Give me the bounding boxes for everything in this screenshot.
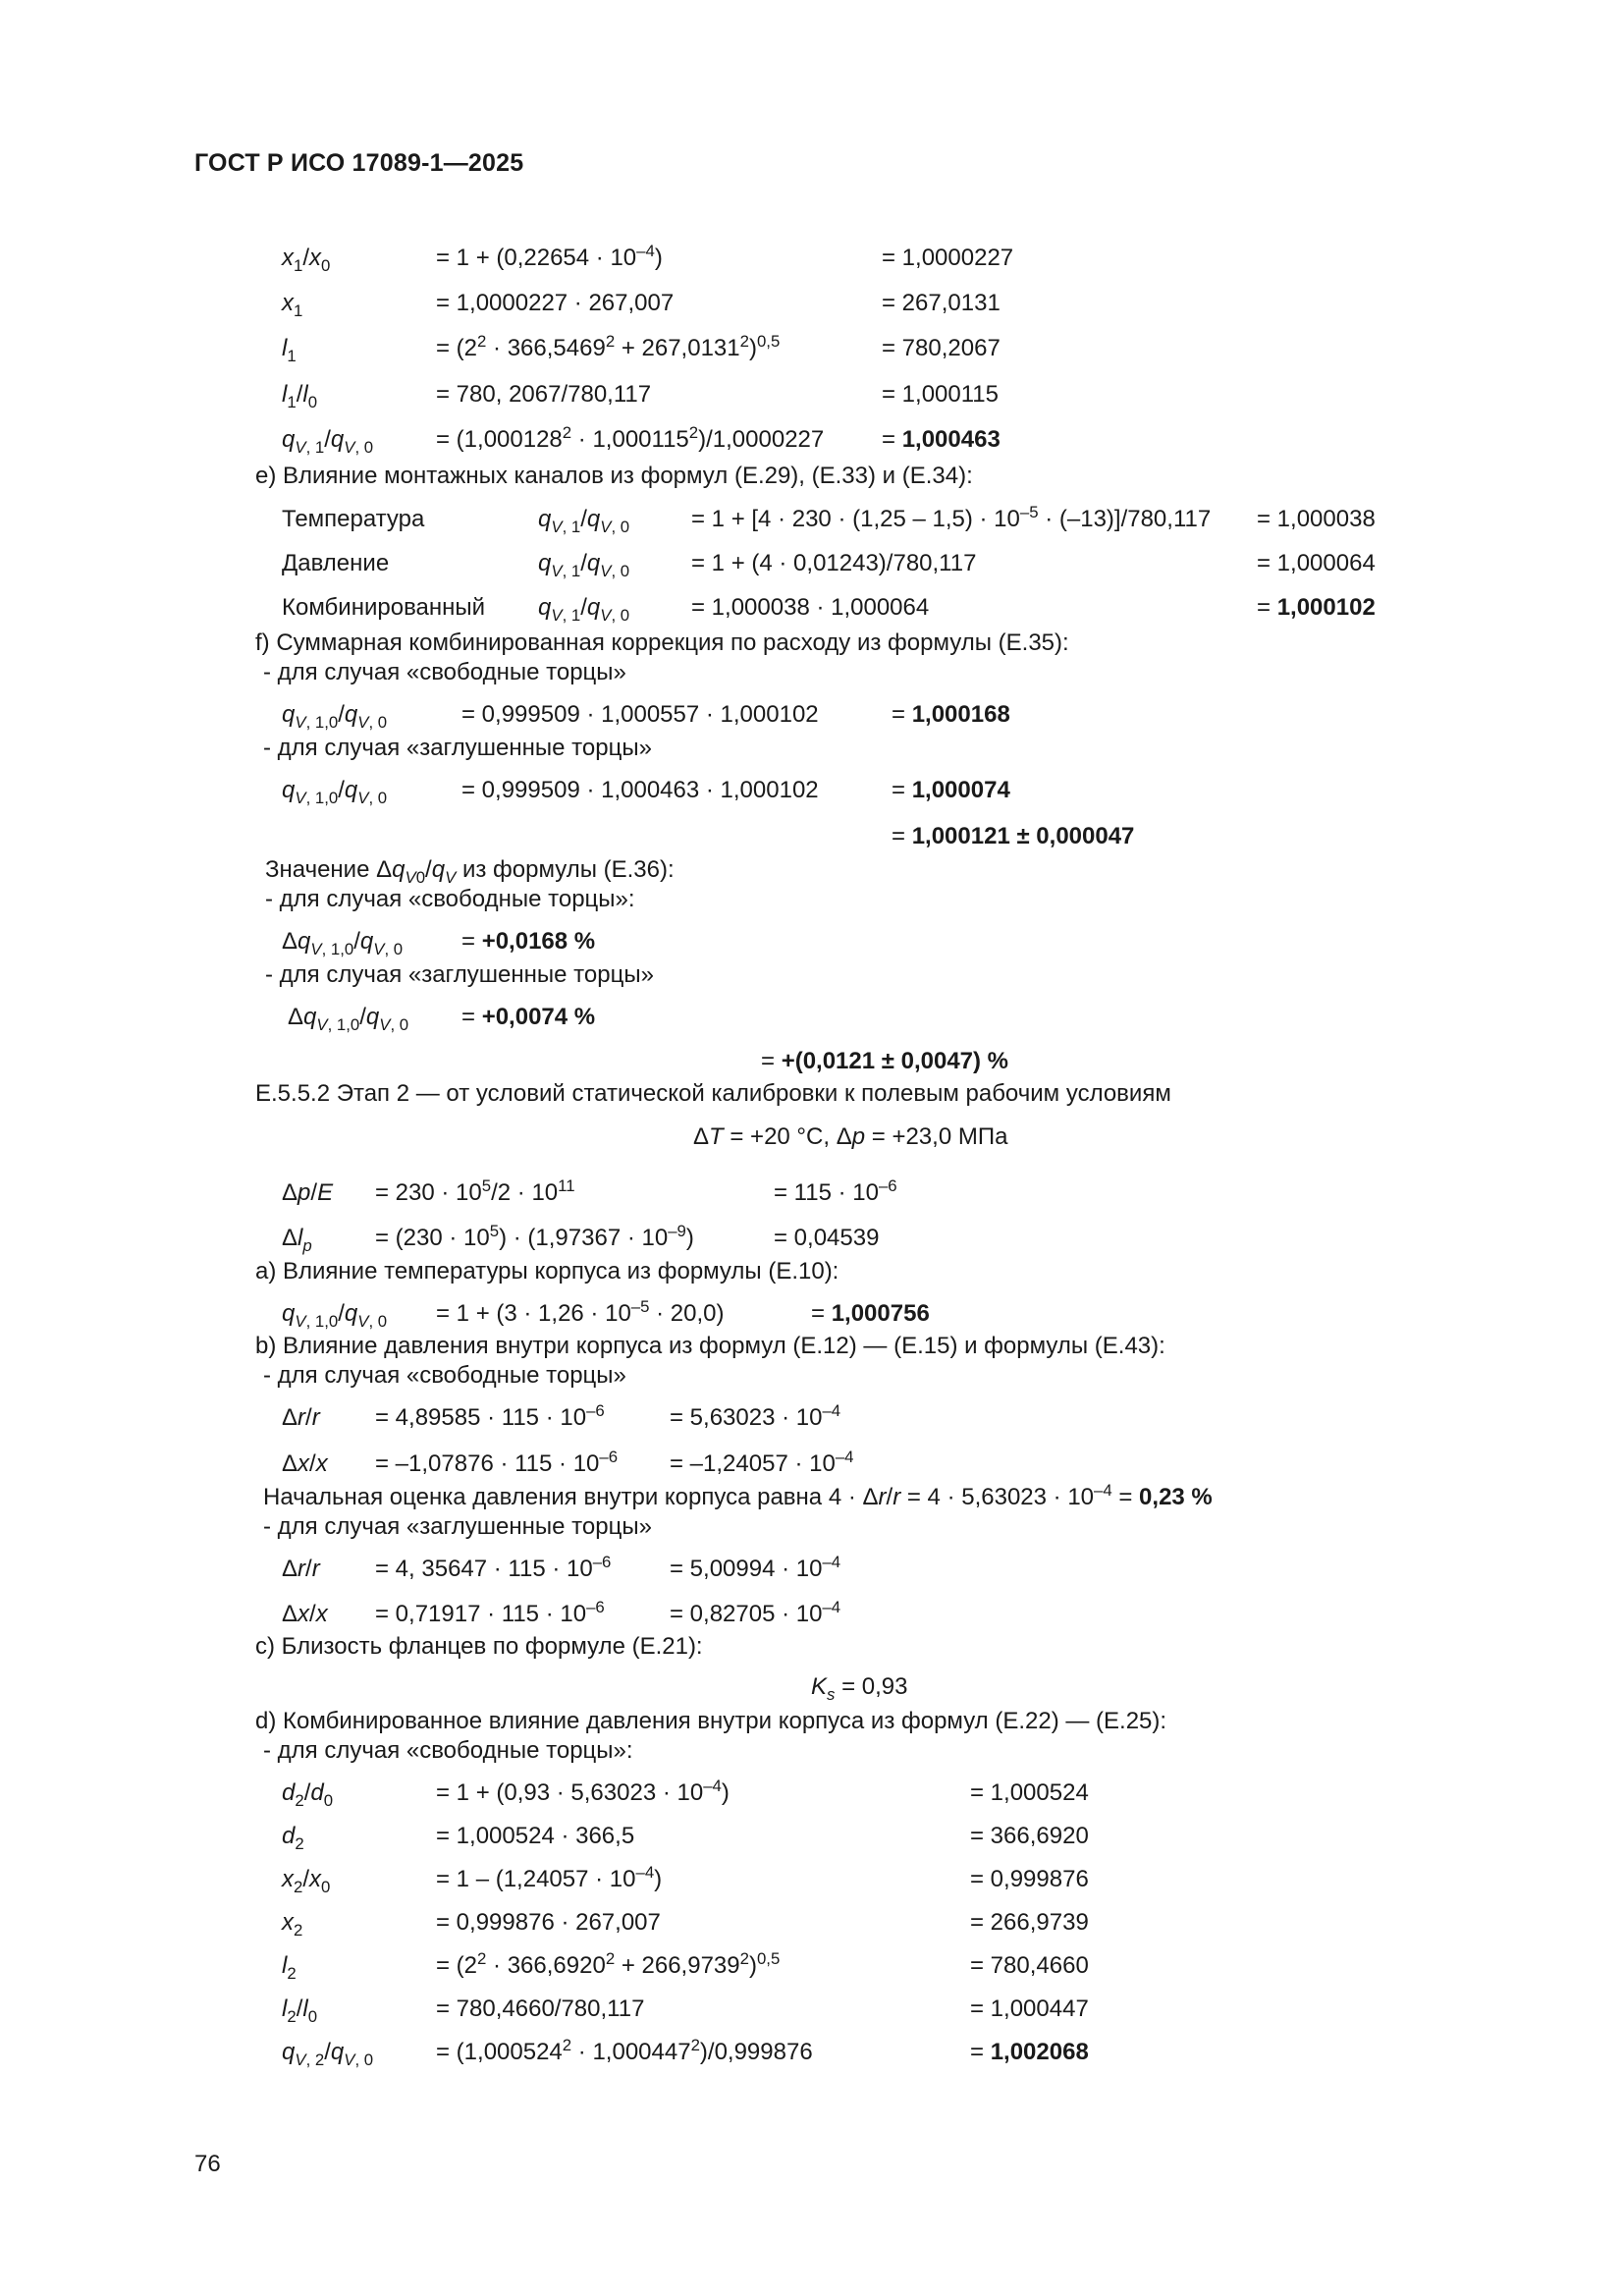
formula-result: = 266,9739: [970, 1909, 1089, 1936]
formula-expression: = $1 + [4 \cdot 230 \cdot (1,25 - 1,5) \cdot 10^{-5} \cdot (-13)]/780,117$: [691, 503, 1212, 532]
formula-label: $q_{V, 1}/q_{V, 0}$: [538, 506, 630, 536]
formula-expression: = $(1,000524^2 \cdot 1,000447^2)/0,999876$: [436, 2036, 813, 2065]
stage2-heading: Е.5.5.2 Этап 2 — от условий статической калибровки к полевым рабочим условиям: [255, 1080, 1171, 1107]
formula-expression: = $(1,000128^2 \cdot 1,000115^2)/1,0000227$: [436, 423, 825, 453]
formula-result: = 0,999876: [970, 1866, 1089, 1892]
combined-result: = 1,000121 ± 0,000047: [892, 823, 1135, 849]
formula-label: $q_{V, 1}/q_{V, 0}$: [538, 594, 630, 625]
formula-label: $l_1$: [282, 335, 297, 365]
section-e-heading: e) Влияние монтажных каналов из формул (Е.29), (Е.33) и (Е.34):: [255, 463, 973, 489]
formula-result: = 1,000102: [1257, 594, 1376, 621]
formula-label: $\Delta l_p$: [282, 1225, 312, 1255]
case-free-ends: - для случая «свободные торцы»:: [263, 1737, 633, 1764]
formula-expression: = 1 + (4 · 0,01243)/780,117: [691, 550, 977, 576]
formula-result: = 1,000168: [892, 701, 1010, 728]
formula-expression: = 0,999509 · 1,000463 · 1,000102: [461, 777, 819, 803]
formula-result: = 1,000074: [892, 777, 1010, 803]
formula-expression: = $1 + (0,93 \cdot 5,63023 \cdot 10^{-4})$: [436, 1777, 730, 1806]
formula-expression: = 780,4660/780,117: [436, 1995, 645, 2022]
case-free-ends: - для случая «свободные торцы»:: [265, 886, 635, 912]
formula-expression: = $-1,07876 \cdot 115 \cdot 10^{-6}$: [375, 1448, 619, 1477]
formula-expression: = $4,89585 \cdot 115 \cdot 10^{-6}$: [375, 1401, 605, 1431]
standard-header: ГОСТ Р ИСО 17089-1—2025: [194, 149, 524, 177]
dq-heading: Значение $\Delta q_{V0}/q_V$ из формулы (Е.36):: [265, 856, 675, 887]
formula-expression: = $(230 \cdot 10^5) \cdot (1,97367 \cdot 10^{-9})$: [375, 1222, 694, 1251]
formula-result: = +0,0168 %: [461, 928, 596, 955]
formula-result: = 1,000756: [811, 1300, 930, 1327]
flange-coefficient: $K_s = 0,93$: [811, 1673, 908, 1704]
formula-expression: = 4, $35647 \cdot 115 \cdot 10^{-6}$: [375, 1553, 612, 1582]
formula-label: Δp/E: [282, 1179, 334, 1206]
formula-expression: = 0,999509 · 1,000557 · 1,000102: [461, 701, 819, 728]
effect-name: Давление: [282, 550, 390, 576]
formula-expression: = 1,000524 · 366,5: [436, 1823, 635, 1849]
formula-label: $x_2/x_0$: [282, 1866, 331, 1896]
formula-result: = 1,000447: [970, 1995, 1089, 2022]
formula-result: = $5,63023 \cdot 10^{-4}$: [670, 1401, 841, 1431]
formula-label: $q_{V, 1,0}/q_{V, 0}$: [282, 1300, 388, 1331]
formula-result: = 366,6920: [970, 1823, 1089, 1849]
formula-label: Δr/r: [282, 1556, 320, 1582]
formula-label: $x_1$: [282, 290, 303, 320]
initial-estimate: Начальная оценка давления внутри корпуса равна $4 \cdot \Delta r/r = 4 \cdot 5,63023 \cdot 10^{-4} = 0,23$ %: [263, 1481, 1213, 1510]
formula-result: = 780,2067: [882, 335, 1001, 361]
case-plugged-ends: - для случая «заглушенные торцы»: [265, 961, 654, 988]
formula-expression: = $1 + (0,22654 \cdot 10^{-4})$: [436, 242, 663, 271]
effect-name: Температура: [282, 506, 425, 532]
formula-expression: = $(2^2 \cdot 366,6920^2 + 266,9739^2)^{0,5}$: [436, 1949, 781, 1979]
section-f-heading: f) Суммарная комбинированная коррекция по расходу из формулы (Е.35):: [255, 629, 1069, 656]
formula-result: = $0,82705 \cdot 10^{-4}$: [670, 1598, 841, 1627]
formula-label: $l_2/l_0$: [282, 1995, 318, 2026]
formula-label: $d_2$: [282, 1823, 304, 1853]
formula-label: $x_2$: [282, 1909, 303, 1940]
formula-label: $\Delta q_{V, 1,0}/q_{V, 0}$: [282, 928, 404, 958]
case-plugged-ends: - для случая «заглушенные торцы»: [263, 1513, 652, 1540]
formula-label: $q_{V, 1}/q_{V, 0}$: [538, 550, 630, 580]
case-plugged-ends: - для случая «заглушенные торцы»: [263, 735, 652, 761]
formula-expression: = $0,71917 \cdot 115 \cdot 10^{-6}$: [375, 1598, 605, 1627]
case-free-ends: - для случая «свободные торцы»: [263, 659, 626, 685]
formula-result: = 1,000064: [1257, 550, 1376, 576]
formula-result: = $5,00994 \cdot 10^{-4}$: [670, 1553, 841, 1582]
stage2-conditions: ΔT = +20 °С, Δp = +23,0 МПа: [693, 1123, 1008, 1150]
case-free-ends: - для случая «свободные торцы»: [263, 1362, 626, 1389]
combined-result: = +(0,0121 ± 0,0047) %: [761, 1048, 1009, 1074]
formula-expression: = 780, 2067/780,117: [436, 381, 652, 408]
formula-result: = 0,04539: [774, 1225, 880, 1251]
formula-result: = 267,0131: [882, 290, 1001, 316]
section-c-heading: с) Близость фланцев по формуле (Е.21):: [255, 1633, 703, 1660]
section-d-heading: d) Комбинированное влияние давления внутри корпуса из формул (Е.22) — (Е.25):: [255, 1708, 1167, 1734]
formula-result: = 1,000115: [882, 381, 1000, 408]
formula-result: = $115 \cdot 10^{-6}$: [774, 1176, 897, 1206]
section-a-heading: а) Влияние температуры корпуса из формулы (Е.10):: [255, 1258, 839, 1285]
formula-result: = 1,002068: [970, 2039, 1089, 2065]
effect-name: Комбинированный: [282, 594, 486, 621]
formula-label: $d_2/d_0$: [282, 1779, 334, 1810]
formula-label: Δx/x: [282, 1601, 328, 1627]
formula-result: = 1,000038: [1257, 506, 1376, 532]
formula-label: $q_{V, 1,0}/q_{V, 0}$: [282, 777, 388, 807]
formula-label: Δx/x: [282, 1450, 328, 1477]
formula-label: $x_1/x_0$: [282, 245, 331, 275]
formula-label: $l_2$: [282, 1952, 297, 1983]
formula-label: Δr/r: [282, 1404, 320, 1431]
formula-label: $q_{V, 2}/q_{V, 0}$: [282, 2039, 374, 2069]
formula-result: = 1,0000227: [882, 245, 1014, 271]
page-number: 76: [194, 2151, 221, 2177]
formula-expression: = $1 + (3 \cdot 1,26 \cdot 10^{-5} \cdot 20,0)$: [436, 1297, 725, 1327]
formula-expression: = 1,000038 · 1,000064: [691, 594, 930, 621]
formula-result: = 1,000524: [970, 1779, 1089, 1806]
formula-label: $q_{V, 1,0}/q_{V, 0}$: [282, 701, 388, 732]
formula-result: = $-1,24057 \cdot 10^{-4}$: [670, 1448, 854, 1477]
formula-label: $\Delta q_{V, 1,0}/q_{V, 0}$: [288, 1004, 409, 1034]
formula-expression: = $230 \cdot 10^5/2 \cdot 10^{11}$: [375, 1176, 575, 1206]
section-b-heading: b) Влияние давления внутри корпуса из формул (Е.12) — (Е.15) и формулы (Е.43):: [255, 1333, 1165, 1359]
formula-expression: = $(2^2 \cdot 366,5469^2 + 267,0131^2)^{0,5}$: [436, 332, 781, 361]
formula-expression: = 1,0000227 · 267,007: [436, 290, 675, 316]
formula-result: = 780,4660: [970, 1952, 1089, 1979]
formula-result: = 1,000463: [882, 426, 1001, 453]
formula-label: $q_{V, 1}/q_{V, 0}$: [282, 426, 374, 457]
formula-expression: = $1 - (1,24057 \cdot 10^{-4})$: [436, 1863, 663, 1892]
formula-label: $l_1/l_0$: [282, 381, 318, 411]
formula-result: = +0,0074 %: [461, 1004, 596, 1030]
formula-expression: = 0,999876 · 267,007: [436, 1909, 661, 1936]
